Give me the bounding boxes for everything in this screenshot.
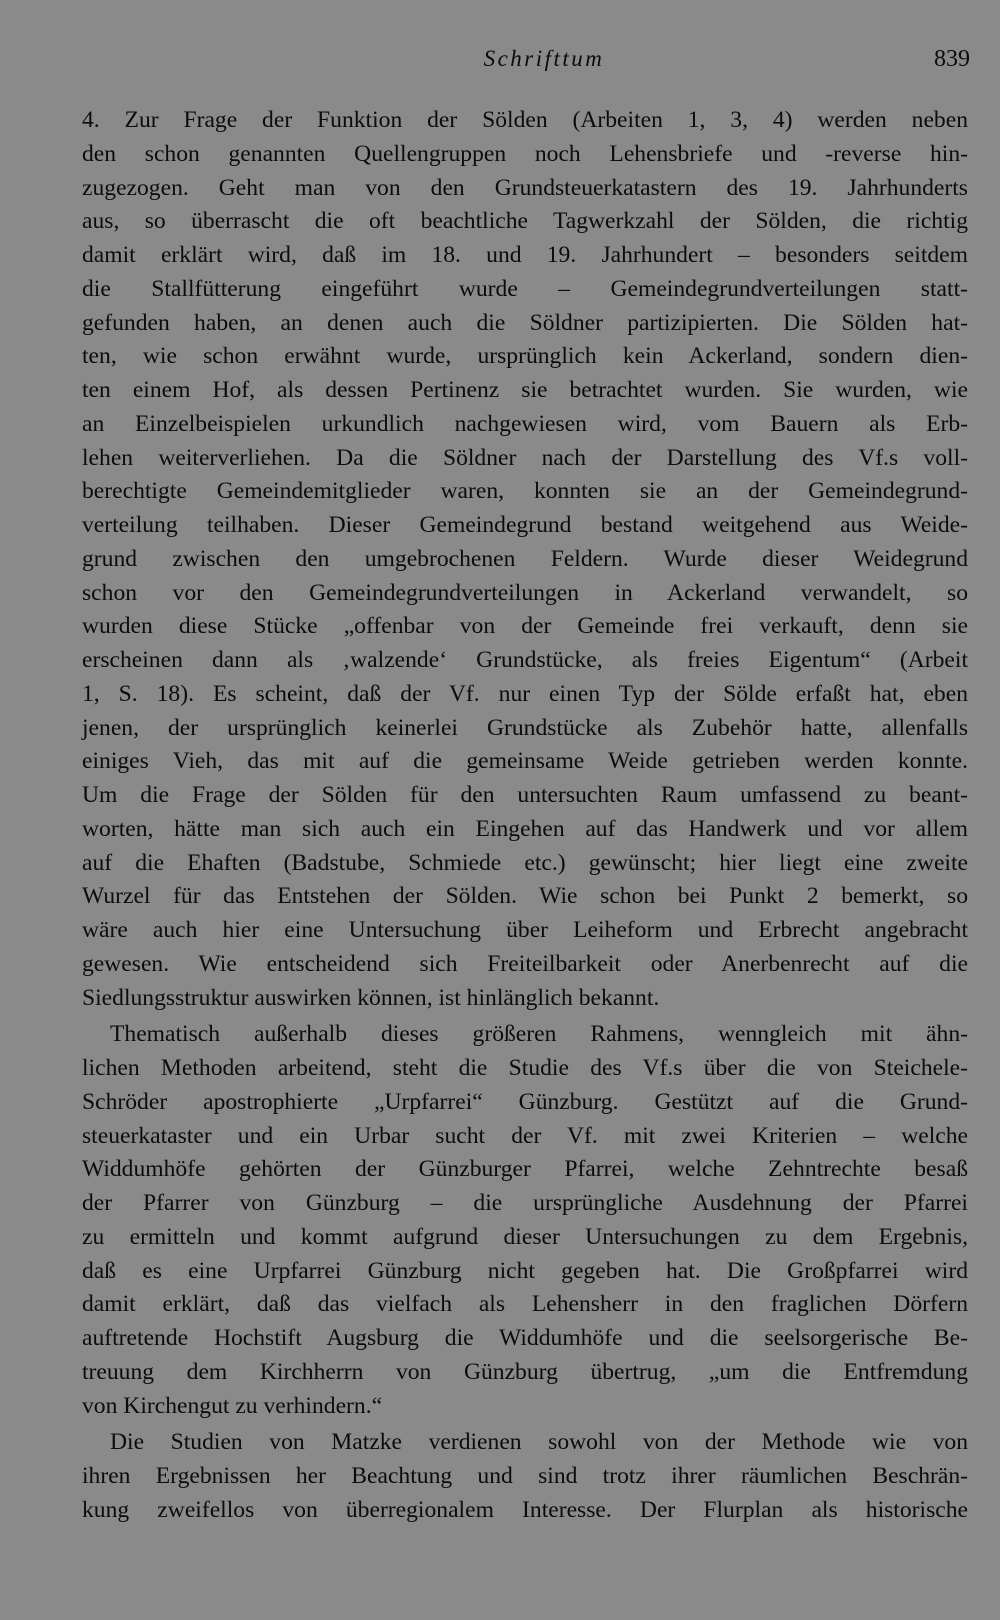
text-line: Schröder apostrophierte „Urpfarrei“ Günzburg. Gestützt auf die Grund- — [82, 1088, 968, 1115]
paragraph — [82, 1426, 968, 1527]
page-number: 839 — [934, 46, 970, 72]
text-line: ihren Ergebnissen her Beachtung und sind trotz ihrer räumlichen Beschrän- — [82, 1463, 968, 1489]
text-line: zugezogen. Geht man von den Grundsteuerkatastern des 19. Jahrhunderts — [82, 174, 968, 201]
text-line: die Stallfütterung eingeführt wurde – Gemeindegrundverteilungen statt- — [82, 275, 968, 302]
text-line: berechtigte Gemeindemitglieder waren, konnten sie an der Gemeindegrund- — [82, 478, 968, 505]
paragraph — [82, 104, 968, 1015]
text-line: erscheinen dann als ‚walzende‘ Grundstücke, als freies Eigentum“ (Arbeit — [82, 647, 968, 673]
text-line: kung zweifellos von überregionalem Interesse. Der Flurplan als historische — [82, 1496, 968, 1523]
text-line: verteilung teilhaben. Dieser Gemeindegrund bestand weitgehend aus Weide- — [82, 512, 968, 538]
text-line: lehen weiterverliehen. Da die Söldner nach der Darstellung des Vf.s voll- — [82, 444, 968, 471]
text-line: von Kirchengut zu verhindern.“ — [82, 1392, 383, 1419]
text-line: damit erklärt wird, daß im 18. und 19. Jahrhundert – besonders seitdem — [82, 242, 968, 268]
text-line: wäre auch hier eine Untersuchung über Leiheform und Erbrecht angebracht — [82, 917, 968, 943]
text-line: Widdumhöfe gehörten der Günzburger Pfarrei, welche Zehntrechte besaß — [82, 1156, 968, 1183]
text-line: steuerkataster und ein Urbar sucht der Vf. mit zwei Kriterien – welche — [82, 1122, 968, 1149]
text-line: Wurzel für das Entstehen der Sölden. Wie schon bei Punkt 2 bemerkt, so — [82, 883, 968, 910]
text-line: grund zwischen den umgebrochenen Feldern. Wurde dieser Weidegrund — [82, 545, 968, 572]
text-line: ten einem Hof, als dessen Pertinenz sie betrachtet wurden. Sie wurden, wie — [82, 377, 968, 403]
text-line: schon vor den Gemeindegrundverteilungen in Ackerland verwandelt, so — [82, 579, 968, 606]
text-line: wurden diese Stücke „offenbar von der Gemeinde frei verkauft, denn sie — [82, 613, 968, 640]
text-line: worten, hätte man sich auch ein Eingehen auf das Handwerk und vor allem — [82, 815, 968, 842]
text-line: gewesen. Wie entscheidend sich Freiteilbarkeit oder Anerbenrecht auf die — [82, 950, 968, 977]
text-line: ten, wie schon erwähnt wurde, ursprünglich kein Ackerland, sondern dien- — [82, 343, 968, 370]
paragraph — [82, 1018, 968, 1423]
page-header — [82, 46, 970, 80]
text-line: auftretende Hochstift Augsburg die Widdumhöfe und die seelsorgerische Be- — [82, 1325, 968, 1351]
body-text — [82, 104, 968, 1528]
text-line: der Pfarrer von Günzburg – die ursprüngliche Ausdehnung der Pfarrei — [82, 1190, 968, 1216]
text-line: Die Studien von Matzke verdienen sowohl von der Methode wie von — [110, 1429, 968, 1456]
text-line: daß es eine Urpfarrei Günzburg nicht gegeben hat. Die Großpfarrei wird — [82, 1257, 968, 1284]
text-line: aus, so überrascht die oft beachtliche Tagwerkzahl der Sölden, die richtig — [82, 208, 968, 235]
text-line: Um die Frage der Sölden für den untersuchten Raum umfassend zu beant- — [82, 782, 968, 808]
text-line: zu ermitteln und kommt aufgrund dieser Untersuchungen zu dem Ergebnis, — [82, 1223, 968, 1250]
text-line: einiges Vieh, das mit auf die gemeinsame Weide getrieben werden konnte. — [82, 748, 968, 775]
text-line: jenen, der ursprünglich keinerlei Grundstücke als Zubehör hatte, allenfalls — [82, 714, 968, 741]
text-line: 1, S. 18). Es scheint, daß der Vf. nur einen Typ der Sölde erfaßt hat, eben — [82, 680, 968, 707]
text-line: Siedlungsstruktur auswirken können, ist hinlänglich bekannt. — [82, 984, 660, 1011]
text-line: an Einzelbeispielen urkundlich nachgewiesen wird, vom Bauern als Erb- — [82, 410, 968, 437]
text-line: damit erklärt, daß das vielfach als Lehensherr in den fraglichen Dörfern — [82, 1291, 968, 1318]
text-line: den schon genannten Quellengruppen noch Lehensbriefe und -reverse hin- — [82, 140, 968, 167]
text-line: gefunden haben, an denen auch die Söldner partizipierten. Die Sölden hat- — [82, 309, 968, 336]
text-line: treuung dem Kirchherrn von Günzburg übertrug, „um die Entfremdung — [82, 1358, 968, 1385]
text-line: Thematisch außerhalb dieses größeren Rahmens, wenngleich mit ähn- — [110, 1021, 968, 1048]
running-title: Schrifttum — [483, 46, 605, 71]
text-line: auf die Ehaften (Badstube, Schmiede etc.) gewünscht; hier liegt eine zweite — [82, 849, 968, 876]
text-line: 4. Zur Frage der Funktion der Sölden (Arbeiten 1, 3, 4) werden neben — [82, 107, 968, 133]
text-line: lichen Methoden arbeitend, steht die Studie des Vf.s über die von Steichele- — [82, 1055, 968, 1081]
